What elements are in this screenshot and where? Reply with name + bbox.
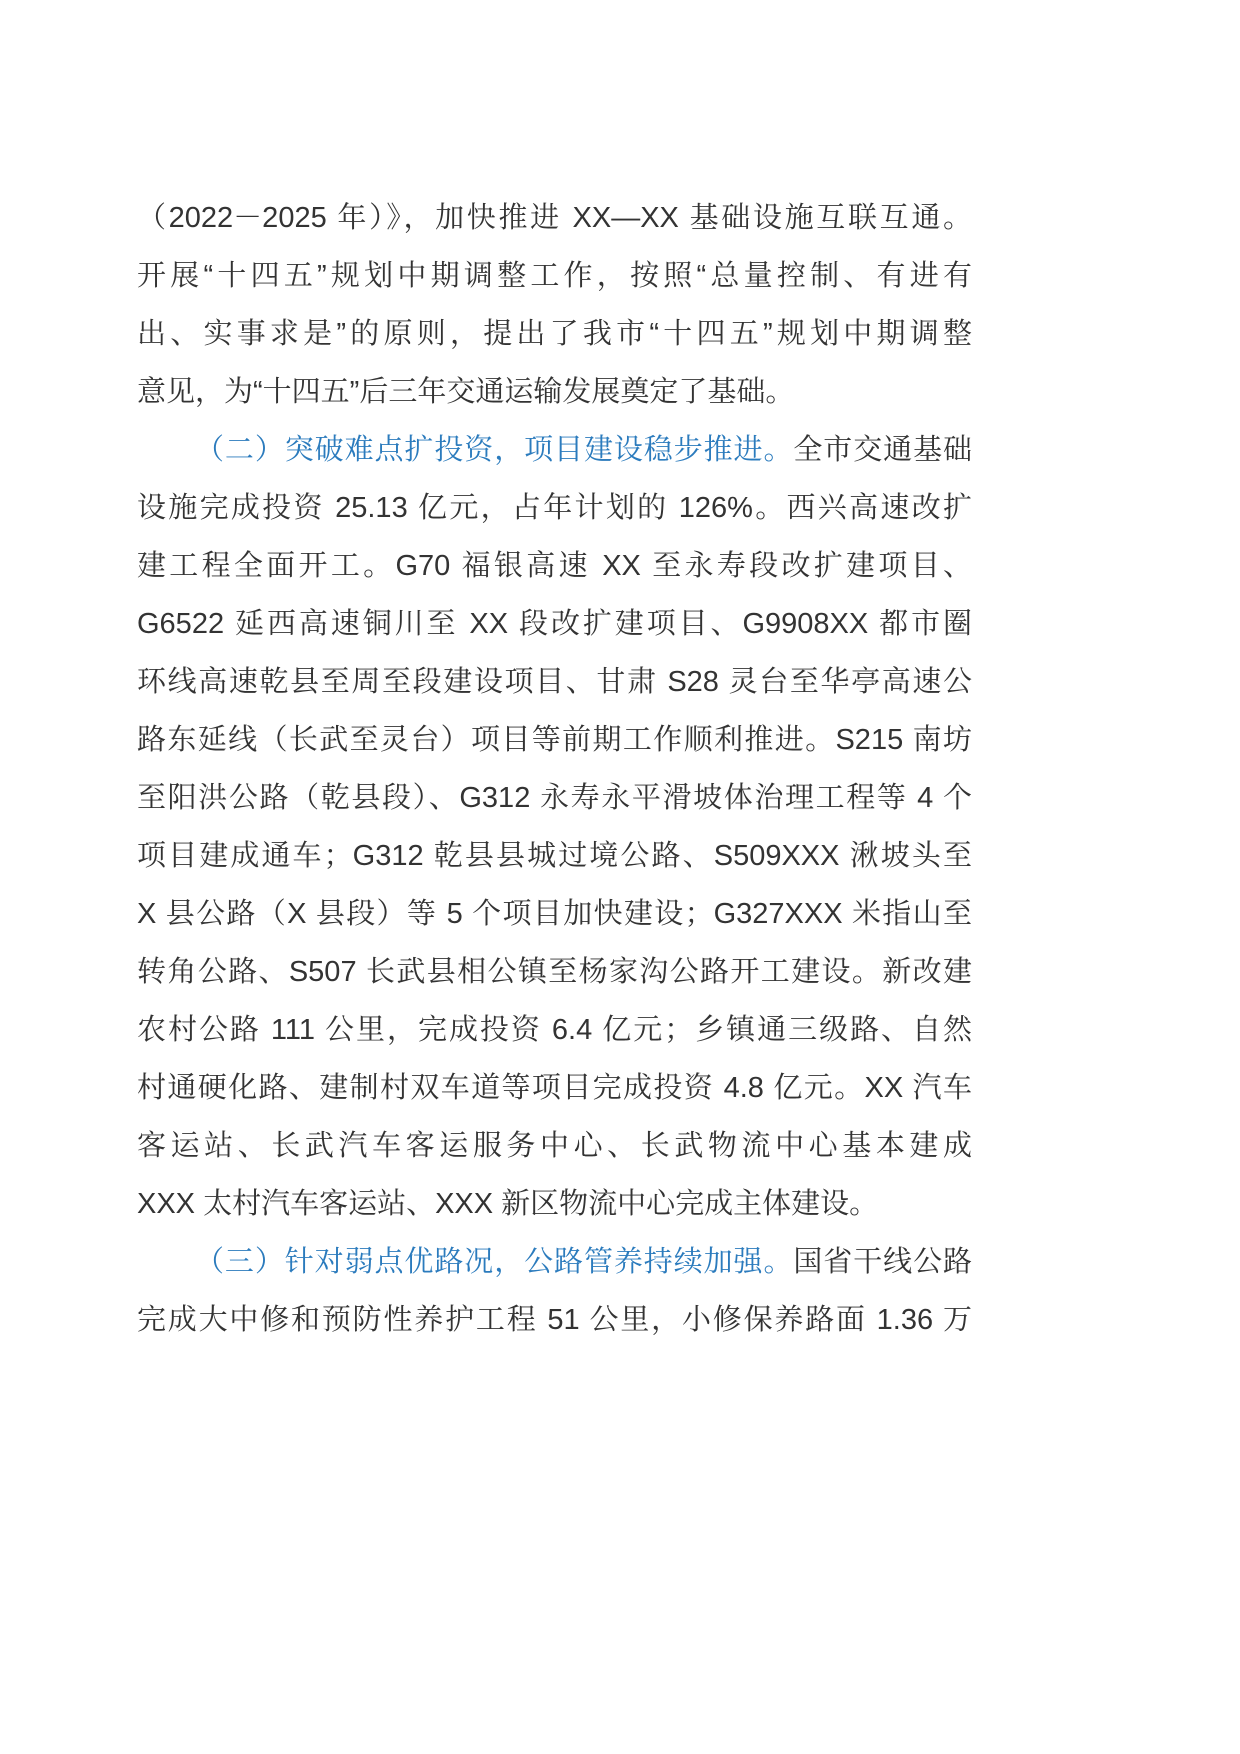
text-line [137, 1175, 972, 1233]
text-line [137, 1117, 972, 1175]
body-text: 客运站、长武汽车客运服务中心、长武物流中心基本建成 [137, 1130, 972, 1162]
body-text: 完成大中修和预防性养护工程 51 公里，小修保养路面 1.36 万 [137, 1304, 972, 1336]
body-text: 至阳洪公路（乾县段）、G312 永寿永平滑坡体治理工程等 4 个 [137, 782, 972, 814]
body-text: G6522 延西高速铜川至 XX 段改扩建项目、G9908XX 都市圈 [137, 608, 972, 640]
text-line [137, 189, 972, 247]
body-text: （2022－2025 年）》，加快推进 XX—XX 基础设施互联互通。 [137, 202, 972, 234]
text-line [137, 595, 972, 653]
body-text: 项目建成通车；G312 乾县县城过境公路、S509XXX 湫坡头至 [137, 840, 972, 872]
body-text: 建工程全面开工。G70 福银高速 XX 至永寿段改扩建项目、 [137, 550, 972, 582]
body-text: 全市交通基础 [793, 434, 972, 466]
body-text: 开展“十四五”规划中期调整工作，按照“总量控制、有进有 [137, 260, 972, 292]
text-line [137, 885, 972, 943]
text-line [137, 653, 972, 711]
text-line [137, 943, 972, 1001]
body-text: 农村公路 111 公里，完成投资 6.4 亿元；乡镇通三级路、自然 [137, 1014, 972, 1046]
text-line [137, 247, 972, 305]
body-text: 路东延线（长武至灵台）项目等前期工作顺利推进。S215 南坊 [137, 724, 972, 756]
text-line [137, 769, 972, 827]
text-line [137, 479, 972, 537]
text-line [137, 1001, 972, 1059]
body-text: 意见，为“十四五”后三年交通运输发展奠定了基础。 [137, 376, 795, 408]
text-line [137, 363, 972, 421]
body-text: 国省干线公路 [793, 1246, 972, 1278]
body-text: X 县公路（X 县段）等 5 个项目加快建设；G327XXX 米指山至 [137, 898, 972, 930]
text-line [137, 1291, 972, 1349]
section-heading: （三）针对弱点优路况，公路管养持续加强。 [195, 1246, 794, 1278]
text-line [137, 305, 972, 363]
body-text: 出、实事求是”的原则，提出了我市“十四五”规划中期调整 [137, 318, 972, 350]
document-body [137, 189, 972, 1349]
section-heading: （二）突破难点扩投资，项目建设稳步推进。 [195, 434, 794, 466]
text-line [137, 421, 972, 479]
body-text: 村通硬化路、建制村双车道等项目完成投资 4.8 亿元。XX 汽车 [137, 1072, 972, 1104]
text-line [137, 1059, 972, 1117]
body-text: XXX 太村汽车客运站、XXX 新区物流中心完成主体建设。 [137, 1188, 879, 1220]
text-line [137, 711, 972, 769]
text-line [137, 537, 972, 595]
body-text: 环线高速乾县至周至段建设项目、甘肃 S28 灵台至华亭高速公 [137, 666, 972, 698]
body-text: 转角公路、S507 长武县相公镇至杨家沟公路开工建设。新改建 [137, 956, 972, 988]
body-text: 设施完成投资 25.13 亿元，占年计划的 126%。西兴高速改扩 [137, 492, 972, 524]
text-line [137, 1233, 972, 1291]
text-line [137, 827, 972, 885]
